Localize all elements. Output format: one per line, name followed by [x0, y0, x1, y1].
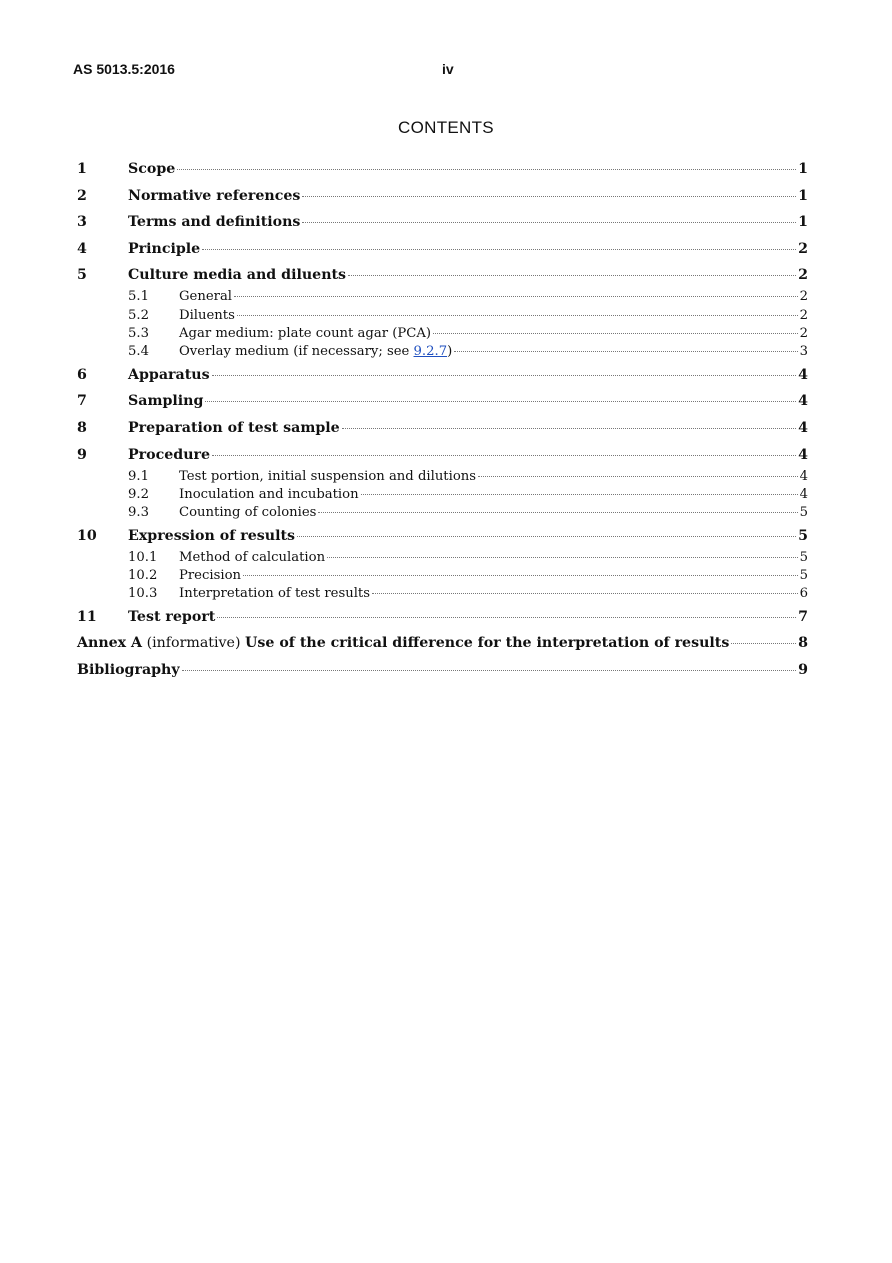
dot-leader	[318, 512, 797, 513]
toc-number: 10.3	[128, 586, 158, 602]
dot-leader	[342, 428, 796, 429]
dot-leader	[243, 575, 798, 576]
toc-label: Terms and definitions	[128, 214, 301, 231]
toc-label: Preparation of test sample	[128, 419, 340, 436]
toc-number: 9.1	[128, 468, 149, 484]
toc-label	[179, 344, 452, 359]
dot-leader	[372, 593, 798, 594]
toc-number: 5.2	[128, 307, 149, 323]
toc-label: Counting of colonies	[179, 504, 317, 520]
toc-entry-normative-references[interactable]	[77, 188, 808, 210]
dot-leader	[478, 476, 798, 477]
toc-entry-scope[interactable]	[77, 161, 808, 183]
toc-entry-method-of-calculation[interactable]	[77, 550, 808, 568]
toc-entry-culture-media[interactable]	[77, 267, 808, 289]
toc-entry-inoculation[interactable]	[77, 487, 808, 505]
toc-entry-expression-of-results[interactable]	[77, 528, 808, 550]
table-of-contents	[77, 161, 808, 684]
dot-leader	[177, 169, 796, 170]
toc-page: 2	[799, 289, 808, 305]
annex-qualifier: (informative)	[146, 635, 241, 652]
toc-entry-procedure[interactable]	[77, 447, 808, 469]
dot-leader	[205, 401, 796, 402]
toc-page: 4	[799, 468, 808, 484]
toc-number: 2	[77, 187, 87, 204]
toc-entry-test-report[interactable]	[77, 609, 808, 631]
dot-leader	[297, 536, 796, 537]
dot-leader	[302, 222, 796, 223]
toc-label: Method of calculation	[179, 549, 326, 565]
toc-number: 11	[77, 608, 97, 625]
toc-page: 4	[798, 446, 808, 463]
toc-page: 2	[798, 267, 808, 284]
toc-page: 1	[798, 161, 808, 177]
toc-page: 7	[798, 608, 808, 625]
toc-page: 1	[798, 187, 808, 204]
toc-page: 5	[799, 504, 808, 520]
annex-title: Use of the critical difference for the interpretation of results	[245, 635, 730, 652]
toc-number: 9.2	[128, 486, 149, 502]
toc-number: 5.3	[128, 325, 149, 341]
toc-page: 4	[799, 486, 808, 502]
toc-entry-counting-of-colonies[interactable]	[77, 505, 808, 523]
toc-page: 5	[798, 527, 808, 544]
dot-leader	[348, 275, 796, 276]
toc-number: 10	[77, 527, 97, 544]
toc-number: 1	[77, 161, 87, 177]
dot-leader	[202, 249, 796, 250]
contents-title: CONTENTS	[398, 118, 494, 137]
toc-number: 6	[77, 366, 87, 383]
toc-label: Normative references	[128, 187, 301, 204]
toc-label: Principle	[128, 240, 201, 257]
toc-number: 9.3	[128, 504, 149, 520]
toc-number: 5	[77, 267, 87, 284]
toc-number: 8	[77, 419, 87, 436]
toc-label: Culture media and diluents	[128, 267, 347, 284]
toc-label: Precision	[179, 567, 242, 583]
toc-label: Scope	[128, 161, 176, 177]
dot-leader	[212, 375, 797, 376]
toc-number: 4	[77, 240, 87, 257]
toc-page: 1	[798, 214, 808, 231]
toc-label: General	[179, 289, 233, 305]
dot-leader	[731, 643, 796, 644]
dot-leader	[217, 617, 796, 618]
dot-leader	[182, 670, 797, 671]
toc-number: 3	[77, 214, 87, 231]
toc-number: 10.1	[128, 549, 158, 565]
toc-label	[77, 635, 729, 651]
toc-label: Diluents	[179, 307, 235, 323]
toc-number: 5.4	[128, 343, 149, 359]
dot-leader	[302, 196, 796, 197]
dot-leader	[327, 557, 798, 558]
toc-entry-sampling[interactable]	[77, 393, 808, 415]
toc-page: 9	[798, 662, 808, 678]
toc-label: Procedure	[128, 446, 211, 463]
toc-page: 2	[799, 307, 808, 323]
toc-entry-bibliography[interactable]	[77, 662, 808, 684]
toc-entry-test-portion[interactable]	[77, 469, 808, 487]
dot-leader	[212, 455, 796, 456]
toc-entry-precision[interactable]	[77, 568, 808, 586]
toc-page: 2	[799, 325, 808, 341]
toc-number: 5.1	[128, 289, 149, 305]
page-header	[73, 61, 819, 81]
dot-leader	[454, 351, 797, 352]
annex-prefix: Annex A	[77, 635, 143, 652]
toc-page: 2	[798, 240, 808, 257]
toc-entry-diluents[interactable]	[77, 308, 808, 326]
toc-number: 9	[77, 446, 87, 463]
toc-entry-agar-medium[interactable]	[77, 326, 808, 344]
dot-leader	[361, 494, 798, 495]
toc-page: 8	[798, 635, 808, 652]
toc-entry-interpretation[interactable]	[77, 586, 808, 604]
toc-page: 5	[799, 549, 808, 565]
cross-reference-link[interactable]: 9.2.7	[413, 343, 448, 359]
toc-page: 4	[798, 366, 808, 383]
toc-number: 10.2	[128, 567, 158, 583]
standard-designation: AS 5013.5:2016	[73, 61, 175, 77]
toc-label: Apparatus	[128, 366, 210, 383]
toc-label: Interpretation of test results	[179, 586, 370, 602]
toc-label-text-end: )	[447, 343, 453, 359]
toc-page: 5	[799, 567, 808, 583]
toc-page: 3	[799, 343, 808, 359]
toc-entry-overlay-medium[interactable]	[77, 344, 808, 362]
toc-entry-preparation-of-test-sample[interactable]	[77, 420, 808, 442]
toc-number: 7	[77, 393, 87, 410]
toc-label: Expression of results	[128, 527, 296, 544]
toc-entry-principle[interactable]	[77, 241, 808, 263]
toc-entry-general[interactable]	[77, 289, 808, 307]
dot-leader	[234, 296, 798, 297]
toc-label: Inoculation and incubation	[179, 486, 359, 502]
toc-label: Test report	[128, 608, 216, 625]
toc-page: 4	[798, 419, 808, 436]
toc-label: Sampling	[128, 393, 204, 410]
toc-page: 4	[798, 393, 808, 410]
toc-entry-annex-a[interactable]	[77, 635, 808, 657]
header-page-number: iv	[442, 61, 454, 77]
toc-label: Test portion, initial suspension and dilutions	[179, 468, 477, 484]
toc-entry-terms-and-definitions[interactable]	[77, 214, 808, 236]
toc-label: Agar medium: plate count agar (PCA)	[179, 325, 431, 341]
toc-label: Bibliography	[77, 662, 180, 678]
toc-entry-apparatus[interactable]	[77, 367, 808, 389]
dot-leader	[237, 315, 798, 316]
dot-leader	[433, 333, 798, 334]
toc-label-text: Overlay medium (if necessary; see	[179, 343, 414, 359]
toc-page: 6	[799, 586, 808, 602]
